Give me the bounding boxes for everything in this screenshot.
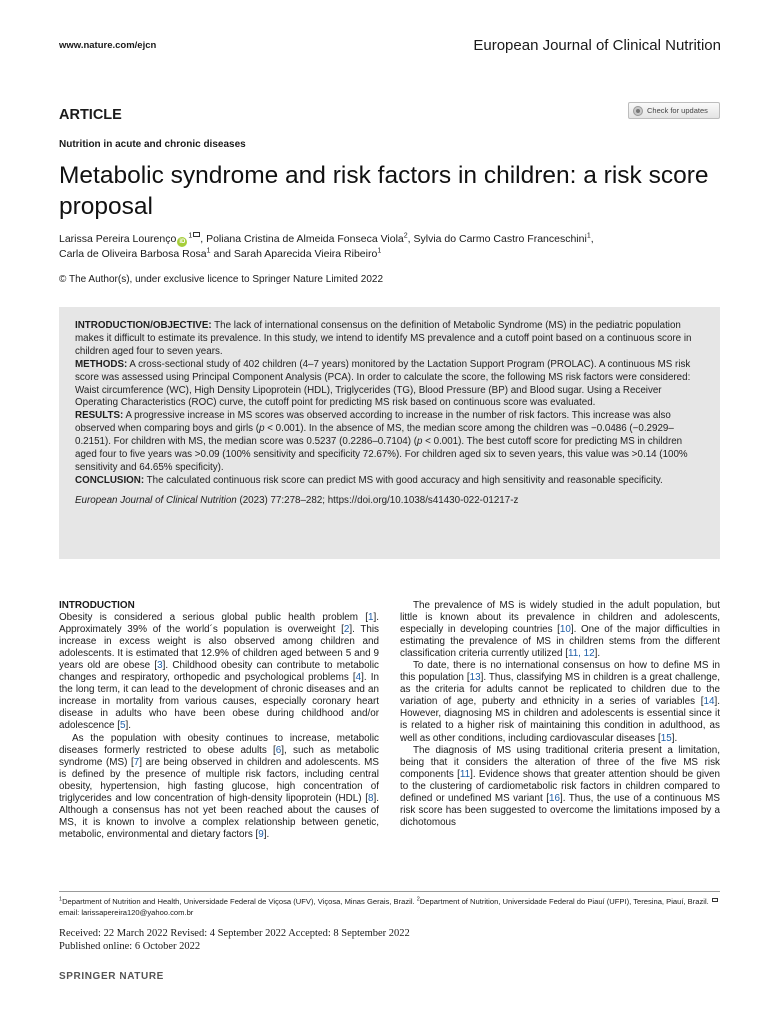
body-paragraph: Obesity is considered a serious global public health problem [1]. Approximately 39% of the world´s population is overweight [2]. This increase in excess weight is also observed among children and adolescents. It is estimated that 12.9% of children aged between 5 and 9 years old are obese [3]. Childhood obesity can contribute to metabolic changes and respiratory, orthopedic and psychological problems [4]. In the long term, it can lead to the development of chronic diseases and an increase in mortality from various causes, especially coronary heart disease in adults who have been obese during childhood and/or adolescence [5]. [59, 612, 379, 732]
author-name[interactable]: Larissa Pereira Lourenço [59, 233, 177, 245]
body-paragraph: To date, there is no international consensus on how to define MS in this population [13]. Thus, classifying MS in children is a great challenge, as the criteria for adults cannot be replicated to children due to the variation of age, puberty and ethnicity in a series of variables [14]. However, diagnosing MS in children and adolescents is essential since it is related to a higher risk of maintaining this condition in adulthood, as well as other conditions, including cardiovascular diseases [15]. [400, 660, 720, 744]
reference-link[interactable]: 8 [368, 792, 374, 804]
reference-link[interactable]: 16 [548, 792, 560, 804]
doi-link[interactable]: (2023) 77:278–282; https://doi.org/10.1038/s41430-022-01217-z [236, 494, 519, 506]
reference-link[interactable]: 13 [469, 672, 481, 684]
body-column-left [59, 600, 379, 841]
body-paragraph: As the population with obesity continues to increase, metabolic diseases formerly restricted to obese adults [6], such as metabolic syndrome (MS) [7] are being observed in children and adolescents. MS is defined by the presence of multiple risk factors, including central obesity, hypertension, high fasting glucose, high concentration of triglycerides and low concentration of high-density lipoprotein (HDL) [8]. Although a consensus has not yet been reached about the causes of MS, it is known to involve a complex relationship between genetic, metabolic, environmental and dietary factors [9]. [59, 732, 379, 840]
published-date: Published online: 6 October 2022 [59, 941, 201, 952]
reference-link[interactable]: 6 [275, 744, 282, 756]
introduction-heading: INTRODUCTION [59, 600, 135, 611]
reference-link[interactable]: 14 [703, 696, 715, 708]
site-url[interactable]: www.nature.com/ejcn [59, 40, 157, 51]
body-paragraph: The prevalence of MS is widely studied in the adult population, but little is known about its prevalence in children and adolescents, especially in developing countries [10]. One of the major difficulties in estimating the prevalence of MS in children stems from the different classification criteria currently utilized [11, 12]. [400, 600, 720, 660]
affiliation-marker: 1 [586, 232, 591, 240]
author-email[interactable]: email: larissapereira120@yahoo.com.br [59, 907, 194, 917]
check-for-updates-button[interactable] [628, 102, 720, 119]
citation-line: European Journal of Clinical Nutrition (2023) 77:278–282; https://doi.org/10.1038/s41430-022-01217-z [75, 494, 519, 506]
subject-section-label: Nutrition in acute and chronic diseases [59, 139, 246, 150]
journal-name: European Journal of Clinical Nutrition [473, 37, 721, 54]
affiliation-marker: 1 [206, 247, 211, 255]
footnote-divider [59, 891, 720, 892]
mail-icon[interactable] [193, 232, 200, 237]
author-name[interactable]: and Sarah Aparecida Vieira Ribeiro [210, 248, 378, 260]
abstract-text [75, 320, 705, 508]
author-name[interactable]: Carla de Oliveira Barbosa Rosa [59, 248, 207, 260]
reference-link[interactable]: 10 [559, 624, 571, 636]
reference-link[interactable]: 9 [258, 828, 264, 840]
body-paragraph: The diagnosis of MS using traditional criteria present a limitation, being that it considers the alteration of three of the five MS risk components [11]. Evidence shows that greater attention should be given to the clustering of cardiometabolic risk factors in children compared to defined or undefined MS variant [16]. Thus, the use of a continuous MS risk score has been suggested to overcome the limitations imposed by a dichotomous [400, 744, 720, 828]
author-name[interactable]: , Sylvia do Carmo Castro Franceschini [407, 233, 587, 245]
reference-link[interactable]: 2 [343, 624, 350, 636]
publication-dates [59, 927, 410, 953]
orcid-icon[interactable]: iD [179, 239, 186, 245]
article-title: Metabolic syndrome and risk factors in children: a risk score proposal [59, 162, 709, 220]
affiliation-marker: 1 [377, 247, 382, 255]
author-list: Larissa Pereira Lourenço $iD^1$ , Poliana Cristina de Almeida Fonseca Viola$^2$, Sylvia do Carmo Castro Franceschini$^1$, Carla de Oliveira Barbosa Rosa$^1$ and Sarah Aparecida Vieira Ribeiro$^1$ [59, 232, 594, 260]
reference-link[interactable]: 1 [368, 612, 374, 624]
affiliation-marker: 2 [403, 232, 408, 240]
reference-link[interactable]: 5 [119, 720, 126, 732]
check-updates-label: Check for updates [647, 106, 708, 115]
abstract-results: RESULTS: A progressive increase in MS scores was observed according to increase in the number of risk factors. This increase was also observed when comparing boys and girls (p < 0.001). In the absence of MS, the median score among the children was −0.0486 (−0.2929–0.2151). For children with MS, the median score was 0.5237 (0.2286–0.7104) (p < 0.001). The best cutoff score for predicting MS in children aged four to five years was >0.09 (100% sensitivity and specificity 72.67%). For children aged six to seven years, this value was >0.14 (100% sensitivity and 64.65% specificity). [75, 410, 688, 473]
abstract-introduction: INTRODUCTION/OBJECTIVE: The lack of international consensus on the definition of Metabolic Syndrome (MS) in the pediatric population makes it difficult to estimate its prevalence. In this study, we intend to identify MS prevalence and a cutoff point based on a continuous score in children aged four to seven years. [75, 320, 692, 357]
reference-link[interactable]: 7 [133, 756, 140, 768]
abstract-methods: METHODS: A cross-sectional study of 402 children (4–7 years) monitored by the Lactation Support Program (PROLAC). A continuous MS risk score was assessed using Principal Component Analysis (PCA). In order to calculate the score, the following MS risk factors were considered: Waist circumference (WC), High Density Lipoprotein (HDL), Triglycerides (TG), Blood Pressure (BP) and Blood sugar. Using a Receiver Operating Characteristics (ROC) curve, the cutoff point for predicting MS risk based on continuous score was evaluated. [75, 358, 691, 409]
affiliation-marker: 1 [188, 232, 193, 240]
abstract-conclusion: CONCLUSION: The calculated continuous risk score can predict MS with good accuracy and high sensitivity and reasonable specificity. [75, 474, 663, 486]
reference-link[interactable]: 11 [459, 768, 471, 780]
check-updates-icon [633, 106, 643, 116]
springer-nature-logo: SPRINGER NATURE [59, 971, 164, 982]
mail-icon [712, 898, 718, 902]
copyright-notice: © The Author(s), under exclusive licence to Springer Nature Limited 2022 [59, 274, 384, 285]
reference-link[interactable]: 15 [660, 732, 672, 744]
affiliations-footnote: $^1$Department of Nutrition and Health, Universidade Federal de Viçosa (UFV), Viçosa, Minas Gerais, Brazil. $^2$Department of Nutrition, Universidade Federal do Piauí (UFPI), Teresina, Piauí, Brazil. email: larissapereira120@yahoo.com.br [59, 897, 720, 918]
body-column-right [400, 600, 720, 829]
abstract-box [59, 307, 720, 559]
reference-link[interactable]: 3 [157, 660, 163, 672]
reference-link[interactable]: 4 [355, 672, 362, 684]
author-name[interactable]: , Poliana Cristina de Almeida Fonseca Viola [200, 233, 404, 245]
received-dates: Received: 22 March 2022 Revised: 4 September 2022 Accepted: 8 September 2022 [59, 928, 410, 939]
article-type-label: ARTICLE [59, 107, 122, 123]
reference-link[interactable]: 11, 12 [567, 648, 595, 660]
